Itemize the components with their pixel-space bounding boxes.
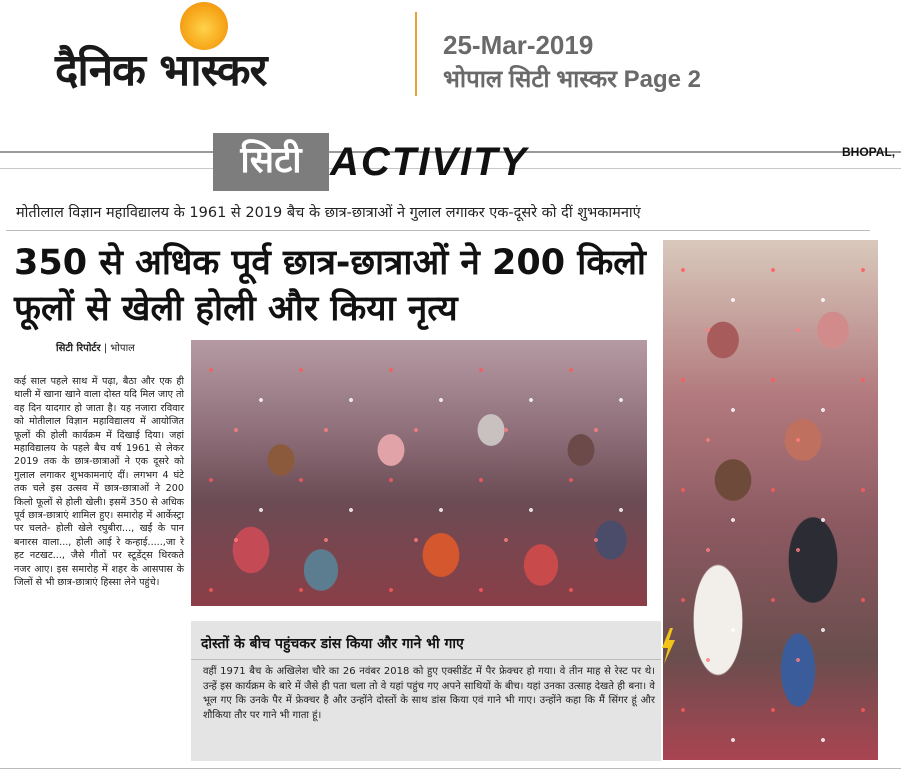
substory-box [191, 621, 661, 761]
substory-body: वहीं 1971 बैच के अखिलेश चौरे का 26 नवंबर 2018 को हुए एक्सीडेंट में पैर फ्रेक्चर हो गया। वे तीन माह से रेस्ट पर थे। उन्हें इस कार्यक्रम के बारे में जैसे ही पता चला तो वे यहां पहुंच गए अपने साथियों के बीच। यहां उनका उत्साह देखते ही बना। वे भूल गए कि उनके पैर में फ्रेक्चर है और उन्होंने दोस्तों के साथ डांस किया एवं गाने भी गाए। उन्होंने कहा कि मैं सिंगर हूं और शौकिया तौर पर गाने भी गाता हूं। [203, 666, 655, 721]
article-kicker: मोतीलाल विज्ञान महाविद्यालय के 1961 से 2019 बैच के छात्र-छात्राओं ने गुलाल लगाकर एक-दूसरे को दीं शुभकामनाएं [16, 205, 641, 221]
page-bottom-rule [0, 768, 901, 769]
byline-city: | भोपाल [103, 343, 135, 354]
masthead-divider [415, 12, 417, 96]
section-activity-label: ACTIVITY [330, 140, 529, 184]
main-photo [191, 340, 647, 606]
lightning-bolt-icon [660, 628, 676, 664]
newspaper-logo: दैनिक भास्कर [55, 45, 267, 96]
section-city-label: सिटी [213, 133, 329, 191]
substory-divider [191, 659, 661, 660]
byline-reporter: सिटी रिपोर्टर [56, 343, 101, 354]
article-headline: 350 से अधिक पूर्व छात्र-छात्राओं ने 200 किलो फूलों से खेली होली और किया नृत्य [14, 243, 646, 329]
side-photo [663, 240, 878, 760]
article-byline [56, 340, 135, 354]
article-body: कई साल पहले साथ में पढ़ा, बैठा और एक ही थाली में खाना खाने वाला दोस्त यदि मिल जाए तो वह दिन यादगार हो जाता है। यह नजारा रविवार को मोतीलाल विज्ञान महाविद्यालय में आयोजित फूलों की होली कार्यक्रम में दिखाई दिया। जहां महाविद्यालय के पहले बैच वर्ष 1961 से लेकर 2019 तक के छात्र-छात्राओं ने एक दूसरे को गुलाल लगाकर शुभकामनाएं दीं। लगभग 4 घंटे तक चले इस उत्सव में छात्र-छात्राओं ने 200 किलो फूलों से होली खेली। इसमें 350 से अधिक पूर्व छात्र-छात्राएं शामिल हुए। समारोह में आर्केस्ट्रा पर चलते- होली खेले रघुबीरा..., खईं के पान बनारस वाला..., होली आई रे कन्हाई.....,जा रे हट नटखट..., जैसे गीतों पर स्टूडेंट्स थिरकते नजर आए। इस समारोह में शहर के आसपास के जिलों से भी छात्र-छात्राएं हिस्सा लेने पहुंचे। [14, 376, 184, 589]
dateline-city: BHOPAL, [842, 145, 896, 159]
edition-date: 25-Mar-2019 [443, 30, 594, 60]
edition-page: भोपाल सिटी भास्कर Page 2 [443, 66, 702, 93]
kicker-divider [6, 230, 870, 231]
substory-title: दोस्तों के बीच पहुंचकर डांस किया और गाने भी गाए [201, 636, 464, 652]
